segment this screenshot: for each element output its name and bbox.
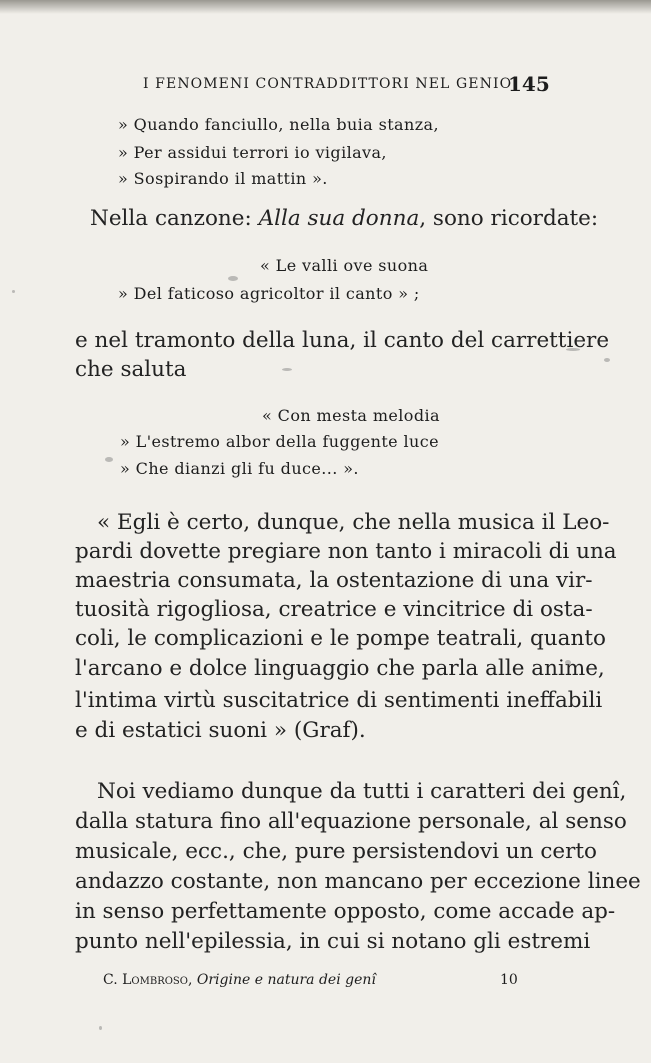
paragraph2-line-3: musicale, ecc., che, pure persistendovi un certo xyxy=(75,839,597,864)
paragraph1-line-4: tuosità rigogliosa, creatrice e vincitrice di osta- xyxy=(75,597,593,622)
footer-work-title: Origine e natura dei genî xyxy=(196,972,376,988)
quote3-line-1: « Con mesta melodia xyxy=(262,406,440,425)
paragraph1-line-2: pardi dovette pregiare non tanto i miracoli di una xyxy=(75,539,617,564)
quote3-line-3: » Che dianzi gli fu duce... ». xyxy=(120,459,359,478)
quote3-line-2: » L'estremo albor della fuggente luce xyxy=(120,432,439,451)
signature-mark: 10 xyxy=(500,972,518,988)
scan-speck xyxy=(105,457,113,462)
page-top-shadow xyxy=(0,0,651,14)
footer-author: C. Lombroso, xyxy=(103,972,193,988)
scan-speck xyxy=(12,290,15,293)
scan-speck xyxy=(228,276,238,281)
footer-credit xyxy=(103,972,376,988)
paragraph1-line-7: l'intima virtù suscitatrice di sentimenti ineffabili xyxy=(75,688,603,713)
scan-speck xyxy=(99,1026,102,1030)
quote1-line-1: » Quando fanciullo, nella buia stanza, xyxy=(118,115,439,134)
page-number: 145 xyxy=(508,72,550,96)
intro2-song-title: Alla sua donna xyxy=(258,206,420,231)
intro2-line xyxy=(90,206,598,231)
paragraph1-line-3: maestria consumata, la ostentazione di una vir- xyxy=(75,568,593,593)
paragraph1-line-8: e di estatici suoni » (Graf). xyxy=(75,718,366,743)
paragraph1-line-5: coli, le complicazioni e le pompe teatrali, quanto xyxy=(75,626,606,651)
intro2-suffix: , sono ricordate: xyxy=(419,206,599,231)
intro3-line-2: che saluta xyxy=(75,357,187,382)
scan-speck xyxy=(604,358,610,362)
scan-speck xyxy=(282,368,292,371)
running-title: I FENOMENI CONTRADDITTORI NEL GENIO xyxy=(143,76,513,92)
page-header xyxy=(0,72,651,98)
paragraph1-line-6: l'arcano e dolce linguaggio che parla alle anime, xyxy=(75,656,605,681)
quote1-line-2: » Per assidui terrori io vigilava, xyxy=(118,143,387,162)
quote2-line-2: » Del faticoso agricoltor il canto » ; xyxy=(118,284,420,303)
paragraph2-line-6: punto nell'epilessia, in cui si notano gli estremi xyxy=(75,929,591,954)
scan-speck xyxy=(566,348,580,351)
paragraph2-line-5: in senso perfettamente opposto, come accade ap- xyxy=(75,899,616,924)
scan-speck xyxy=(565,660,571,665)
paragraph1-line-1: « Egli è certo, dunque, che nella musica il Leo- xyxy=(97,510,610,535)
paragraph2-line-4: andazzo costante, non mancano per eccezione linee xyxy=(75,869,641,894)
paragraph2-line-1: Noi vediamo dunque da tutti i caratteri dei genî, xyxy=(97,779,627,804)
quote2-line-1: « Le valli ove suona xyxy=(260,256,429,275)
quote1-line-3: » Sospirando il mattin ». xyxy=(118,169,328,188)
intro2-prefix: Nella canzone: xyxy=(90,206,259,231)
intro3-line-1: e nel tramonto della luna, il canto del carrettiere xyxy=(75,328,610,353)
paragraph2-line-2: dalla statura fino all'equazione personale, al senso xyxy=(75,809,627,834)
